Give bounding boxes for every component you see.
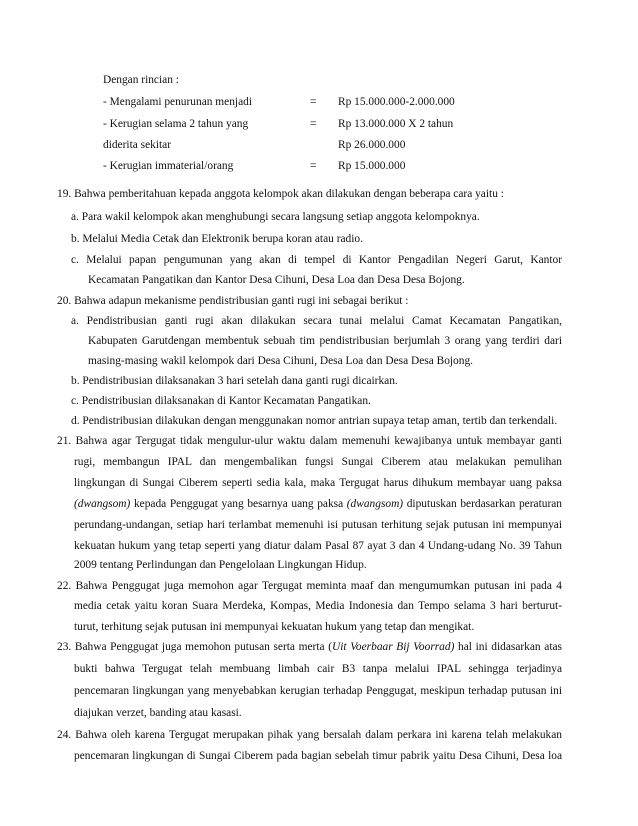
paragraph-24-line: pencemaran lingkungan di Sungai Ciberem pada bagian sebelah timur pabrik yaitu Desa Cihuni, Desa loa [74, 750, 562, 762]
rincian-row-value: Rp 15.000.000 [338, 160, 406, 172]
paragraph-21-line: perundang-undangan, setiap hari terlambat memenuhi isi putusan terhitung sejak putusan ini mempunyai [74, 519, 562, 531]
uit-voerbaar-italic: Uit Voerbaar Bij Voorrad) [332, 641, 455, 653]
rincian-row-eq: = [310, 160, 317, 172]
rincian-row-label: - Mengalami penurunan menjadi [103, 96, 252, 108]
paragraph-20-item-b: b. Pendistribusian dilaksanakan 3 hari setelah dana ganti rugi dicairkan. [71, 375, 398, 387]
rincian-row-value: Rp 15.000.000-2.000.000 [338, 96, 455, 108]
paragraph-20-item-c: c. Pendistribusian dilaksanakan di Kantor Kecamatan Pangatikan. [71, 395, 371, 407]
rincian-row-eq: = [310, 118, 317, 130]
paragraph-20-item-a-cont: Kabupaten Garutdengan membentuk sebuah tim pendistribusian berjumlah 3 orang yang terdiri dari [88, 335, 562, 347]
paragraph-21-line: lingkungan di Sungai Ciberem seperti sedia kala, maka Tergugat harus dihukum membayar uang paksa [74, 477, 562, 489]
paragraph-23-line: pencemaran lingkungan yang menyebabkan kerugian terhadap Penggugat, meskipun terhadap putusan ini [74, 685, 562, 697]
paragraph-20-lead: 20. Bahwa adapun mekanisme pendistribusian ganti rugi ini sebagai berikut : [57, 295, 409, 307]
rincian-row-value: Rp 26.000.000 [338, 139, 406, 151]
paragraph-23-line [57, 640, 562, 654]
paragraph-20-item-a: a. Pendistribusian ganti rugi akan dilakukan secara tunai melalui Camat Kecamatan Pangatikan, [71, 315, 562, 327]
paragraph-23-text: 23. Bahwa Penggugat juga memohon putusan serta merta ( [57, 641, 333, 653]
paragraph-23-text: hal ini didasarkan atas [454, 641, 562, 653]
paragraph-19-lead: 19. Bahwa pemberitahuan kepada anggota kelompok akan dilakukan dengan beberapa cara yaitu : [57, 188, 504, 200]
paragraph-20-item-a-cont: masing-masing wakil kelompok dari Desa Cihuni, Desa Loa dan Desa Desa Bojong. [88, 355, 473, 367]
paragraph-19-item-c: c. Melalui papan pengumunan yang akan di tempel di Kantor Pengadilan Negeri Garut, Kantor [71, 254, 562, 266]
paragraph-19-item-b: b. Melalui Media Cetak dan Elektronik berupa koran atau radio. [71, 233, 363, 245]
rincian-row-eq: = [310, 96, 317, 108]
paragraph-22-line: 22. Bahwa Penggugat juga memohon agar Tergugat meminta maaf dan mengumumkan putusan ini pada 4 [57, 580, 562, 592]
paragraph-21-text: diputuskan berdasarkan peraturan [403, 498, 562, 510]
rincian-row-label: diderita sekitar [103, 139, 171, 151]
rincian-heading: Dengan rincian : [103, 74, 179, 86]
paragraph-21-line: rugi, membangun IPAL dan mengembalikan fungsi Sungai Ciberem atau melakukan pemulihan [74, 456, 562, 468]
paragraph-22-line: media cetak yaitu koran Suara Merdeka, Kompas, Media Indonesia dan Tempo selama 3 hari berturut- [74, 600, 562, 612]
paragraph-23-line: diajukan verzet, banding atau kasasi. [74, 707, 242, 719]
paragraph-20-item-d: d. Pendistribusian dilakukan dengan menggunakan nomor antrian supaya tetap aman, tertib dan terkendali. [71, 415, 558, 427]
paragraph-21-text: kepada Penggugat yang besarnya uang paksa [130, 498, 347, 510]
paragraph-19-item-a: a. Para wakil kelompok akan menghubungi secara langsung setiap anggota kelompoknya. [71, 211, 480, 223]
rincian-row-value: Rp 13.000.000 X 2 tahun [338, 118, 454, 130]
paragraph-22-line: turut, terhitung sejak putusan ini mempunyai kekuatan hukum yang tetap dan mengikat. [74, 621, 475, 633]
paragraph-21-line: kekuatan hukum yang tetap seperti yang diatur dalam Pasal 87 ayat 3 dan 4 Undang-udang No. 39 Tahun [74, 540, 562, 552]
dwangsom-italic: (dwangsom) [346, 498, 404, 510]
paragraph-21-line: 21. Bahwa agar Tergugat tidak mengulur-ulur waktu dalam memenuhi kewajibanya untuk membayar ganti [57, 435, 562, 447]
paragraph-19-item-c-cont: Kecamatan Pangatikan dan Kantor Desa Cihuni, Desa Loa dan Desa Desa Bojong. [88, 274, 465, 286]
rincian-row-label: - Kerugian selama 2 tahun yang [103, 118, 249, 130]
paragraph-21-line [74, 497, 562, 511]
paragraph-23-line: bukti bahwa Tergugat telah membuang limbah cair B3 tanpa melalui IPAL sehingga terjadinya [74, 663, 562, 675]
dwangsom-italic: (dwangsom) [74, 498, 131, 510]
rincian-row-label: - Kerugian immaterial/orang [103, 160, 234, 172]
paragraph-21-line: 2009 tentang Perlindungan dan Pengelolaan Lingkungan Hidup. [74, 559, 367, 571]
paragraph-24-line: 24. Bahwa oleh karena Tergugat merupakan pihak yang bersalah dalam perkara ini karena telah melakukan [57, 729, 562, 741]
